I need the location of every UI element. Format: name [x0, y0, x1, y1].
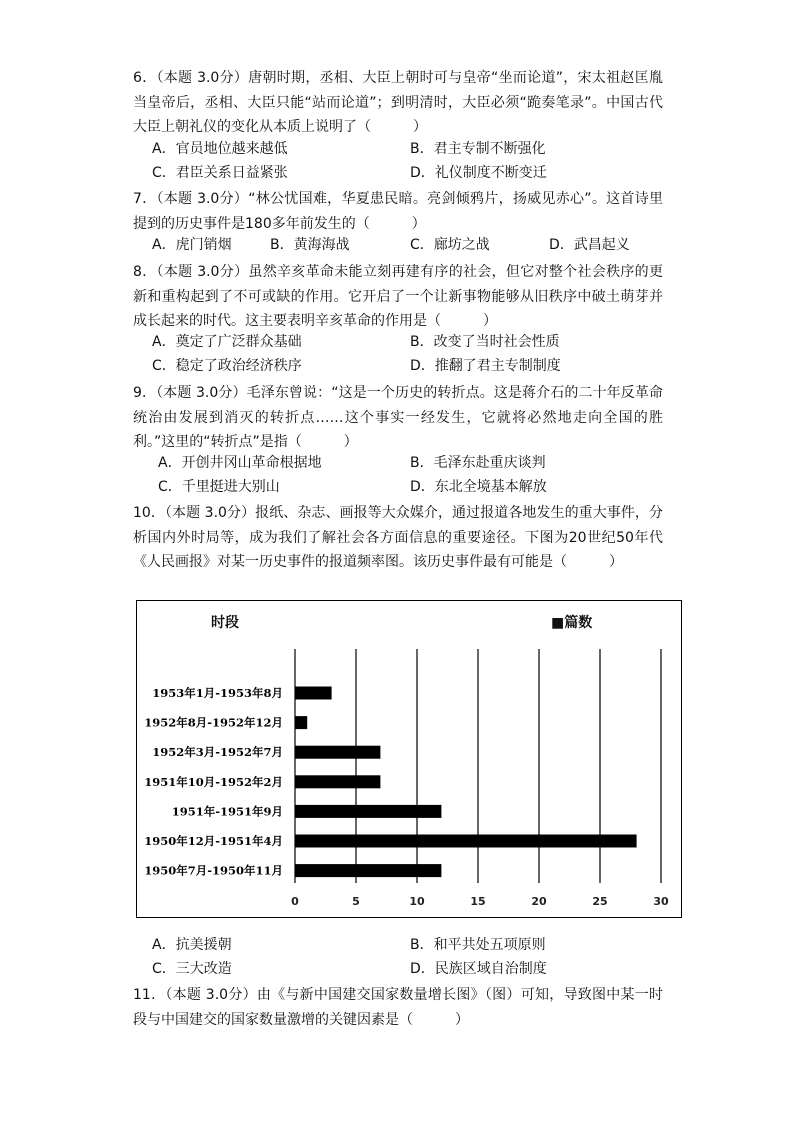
q7-option-c[interactable]: C．廊坊之战 — [410, 237, 490, 253]
q8-option-b[interactable]: B．改变了当时社会性质 — [410, 334, 560, 350]
bar — [295, 687, 332, 700]
category-label: 1950年12月-1951年4月 — [144, 834, 283, 848]
q9-option-d[interactable]: D．东北全境基本解放 — [410, 479, 547, 495]
q10-option-c[interactable]: C．三大改造 — [152, 961, 232, 977]
bar-chart-svg — [137, 601, 683, 919]
x-tick-label: 30 — [653, 895, 669, 908]
bar — [295, 716, 307, 729]
bar — [295, 805, 441, 818]
chart-legend: ■篇数 — [551, 615, 593, 631]
question-8-text: 8．（本题 3.0分）虽然辛亥革命未能立刻再建有序的社会，但它对整个社会秩序的更新和重构起到了不可或缺的作用。它开启了一个让新事物能够从旧秩序中破土萌芽并成长起来的时代。这主要表明辛亥革命的作用是（ ） — [133, 264, 663, 329]
question-7-text: 7．（本题 3.0分）“林公忧国难，华夏患民暗。亮剑倾鸦片，扬威见赤心”。这首诗里提到的历史事件是180多年前发生的（ ） — [133, 191, 663, 232]
bar — [295, 835, 637, 848]
q9-option-c[interactable]: C．千里挺进大别山 — [158, 479, 280, 495]
q8-option-c[interactable]: C．稳定了政治经济秩序 — [152, 358, 302, 374]
q10-option-d[interactable]: D．民族区域自治制度 — [410, 961, 547, 977]
question-10-text: 10．（本题 3.0分）报纸、杂志、画报等大众媒介，通过报道各地发生的重大事件，分析国内外时局等，成为我们了解社会各方面信息的重要途径。下图为20世纪50年代《人民画报》对某一历史事件的报道频率图。该历史事件最有可能是（ ） — [133, 505, 663, 570]
bar — [295, 775, 380, 788]
category-label: 1953年1月-1953年8月 — [152, 686, 283, 700]
q6-option-d[interactable]: D．礼仪制度不断变迁 — [410, 165, 547, 181]
x-tick-label: 0 — [291, 895, 299, 908]
category-label: 1951年10月-1952年2月 — [144, 774, 283, 789]
q10-option-a[interactable]: A．抗美援朝 — [152, 937, 232, 953]
question-11-text: 11．（本题 3.0分）由《与新中国建交国家数量增长图》（图）可知，导致图中某一时段与中国建交的国家数量激增的关键因素是（ ） — [133, 987, 663, 1028]
q6-option-b[interactable]: B．君主专制不断强化 — [410, 141, 546, 157]
q7-option-a[interactable]: A．虎门销烟 — [152, 237, 232, 253]
x-tick-label: 5 — [352, 895, 360, 908]
question-6-text: 6．（本题 3.0分）唐朝时期，丞相、大臣上朝时可与皇帝“坐而论道”，宋太祖赵匡胤当皇帝后，丞相、大臣只能“站而论道”；到明清时，大臣必须“跪奏笔录”。中国古代大臣上朝礼仪的变化从本质上说明了（ ） — [133, 70, 663, 135]
x-tick-label: 10 — [409, 895, 425, 908]
q8-option-d[interactable]: D．推翻了君主专制制度 — [410, 358, 561, 374]
q6-option-a[interactable]: A．官员地位越来越低 — [152, 141, 288, 157]
q6-option-c[interactable]: C．君臣关系日益紧张 — [152, 165, 288, 181]
bar — [295, 864, 441, 877]
category-label: 1952年3月-1952年7月 — [152, 745, 283, 760]
chart-y-header: 时段 — [211, 615, 239, 631]
question-9-text: 9．（本题 3.0分）毛泽东曾说：“这是一个历史的转折点。这是蒋介石的二十年反革命统治由发展到消灭的转折点……这个事实一经发生，它就将必然地走向全国的胜利。”这里的“转折点”是指（ ） — [133, 385, 663, 450]
report-frequency-chart — [136, 600, 682, 918]
x-tick-label: 20 — [531, 895, 547, 908]
q10-option-b[interactable]: B．和平共处五项原则 — [410, 937, 546, 953]
x-tick-label: 15 — [470, 895, 486, 908]
category-label: 1951年-1951年9月 — [171, 804, 283, 819]
q9-option-b[interactable]: B．毛泽东赴重庆谈判 — [410, 455, 546, 471]
category-label: 1952年8月-1952年12月 — [144, 715, 283, 730]
x-tick-label: 25 — [592, 895, 608, 908]
category-label: 1950年7月-1950年11月 — [144, 863, 283, 878]
q8-option-a[interactable]: A．奠定了广泛群众基础 — [152, 334, 302, 350]
q7-option-b[interactable]: B．黄海海战 — [270, 237, 350, 253]
q9-option-a[interactable]: A．开创井冈山革命根据地 — [158, 455, 322, 471]
q7-option-d[interactable]: D．武昌起义 — [549, 237, 630, 253]
bar — [295, 746, 380, 759]
